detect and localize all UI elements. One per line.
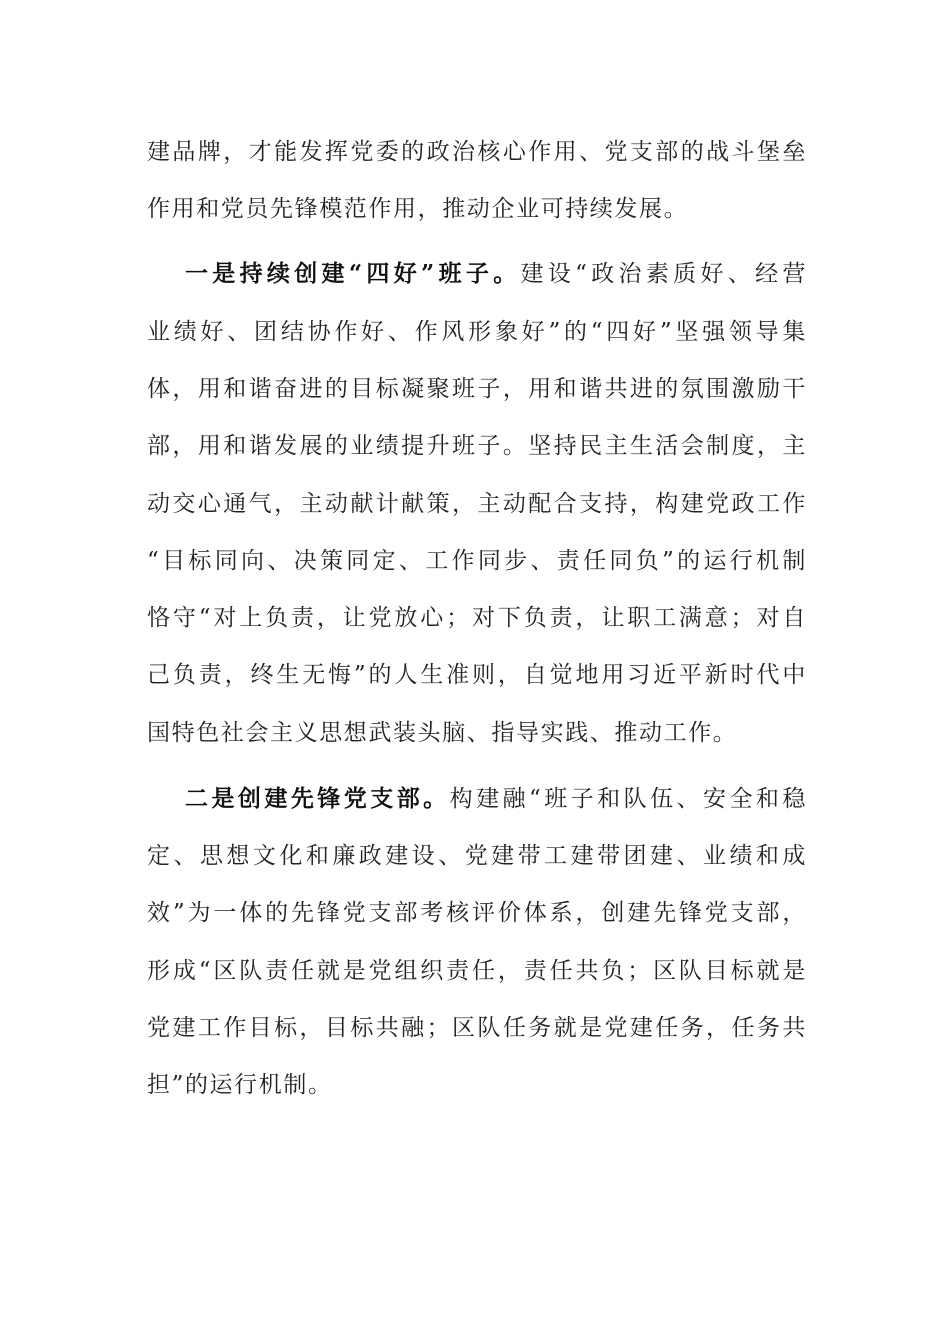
paragraph2-line-1: 业绩好、团结协作好、作风形象好”的“四好”坚强领导集 bbox=[147, 319, 807, 345]
paragraph3-line-4: 党建工作目标，目标共融；区队任务就是党建任务，任务共 bbox=[147, 1015, 807, 1041]
paragraph3-line-1: 定、思想文化和廉政建设、党建带工建带团建、业绩和成 bbox=[147, 843, 807, 869]
paragraph2-first-line-rest: 建设“政治素质好、经营 bbox=[520, 261, 807, 287]
paragraph1-line-1: 建品牌，才能发挥党委的政治核心作用、党支部的战斗堡垒 bbox=[147, 139, 807, 165]
paragraph3-heading: 二是创建先锋党支部。 bbox=[185, 785, 450, 812]
paragraph2-line-5: “目标同向、决策同定、工作同步、责任同负”的运行机制 bbox=[147, 548, 807, 574]
paragraph2-line-8: 国特色社会主义思想武装头脑、指导实践、推动工作。 bbox=[147, 720, 738, 746]
paragraph2-heading: 一是持续创建“四好”班子。 bbox=[185, 260, 521, 287]
paragraph2-line-2: 体，用和谐奋进的目标凝聚班子，用和谐共进的氛围激励干 bbox=[147, 376, 807, 402]
paragraph2-line-3: 部，用和谐发展的业绩提升班子。坚持民主生活会制度，主 bbox=[147, 433, 807, 459]
paragraph3-line-3: 形成“区队责任就是党组织责任，责任共负；区队目标就是 bbox=[147, 958, 807, 984]
paragraph2-first-line bbox=[185, 254, 807, 294]
paragraph3-line-5: 担”的运行机制。 bbox=[147, 1072, 333, 1098]
paragraph1-line-2: 作用和党员先锋模范作用，推动企业可持续发展。 bbox=[147, 196, 689, 222]
paragraph3-first-line bbox=[185, 779, 807, 819]
paragraph3-first-line-rest: 构建融“班子和队伍、安全和稳 bbox=[449, 786, 807, 812]
paragraph2-line-7: 己负责，终生无悔”的人生准则，自觉地用习近平新时代中 bbox=[147, 662, 807, 688]
paragraph2-line-4: 动交心通气，主动献计献策，主动配合支持，构建党政工作 bbox=[147, 491, 807, 517]
paragraph3-line-2: 效”为一体的先锋党支部考核评价体系，创建先锋党支部， bbox=[147, 900, 807, 926]
paragraph2-line-6: 恪守“对上负责，让党放心；对下负责，让职工满意；对自 bbox=[147, 605, 807, 631]
